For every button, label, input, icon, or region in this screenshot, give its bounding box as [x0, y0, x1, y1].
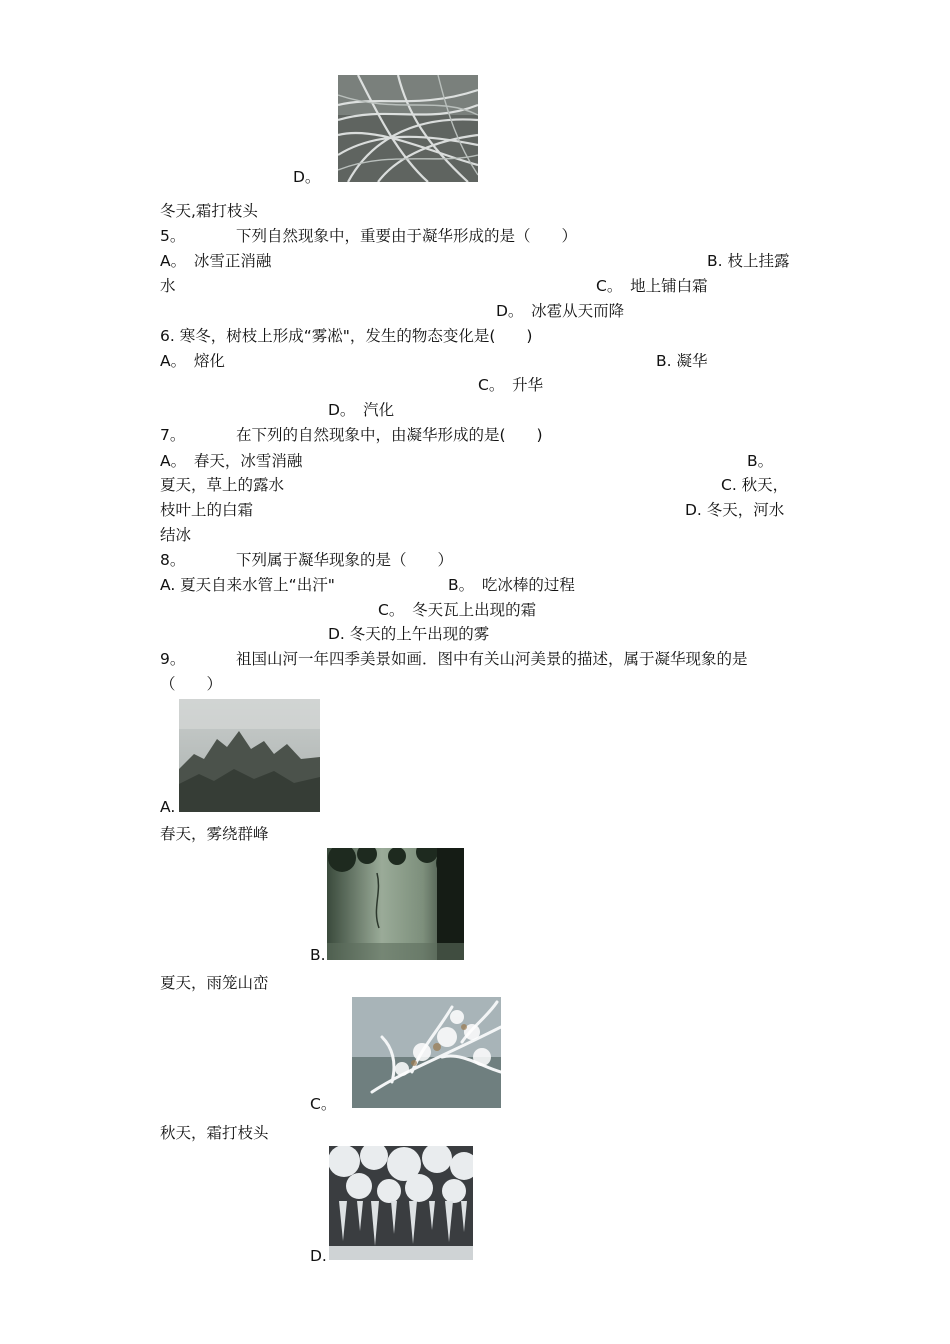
q6-option-b: B. 凝华	[656, 352, 708, 370]
q7-option-c-text: 枝叶上的白霜	[160, 501, 254, 519]
q4-option-d-caption: 冬天,霜打枝头	[160, 202, 258, 220]
q9-option-a-label: A.	[160, 798, 176, 816]
q8-option-a: A. 夏天自来水管上“出汗"	[160, 576, 335, 594]
q7-option-b-text: 夏天，草上的露水	[160, 476, 285, 494]
q7-option-d-text: 结冰	[160, 526, 192, 544]
q6-option-c: C。 升华	[478, 376, 544, 394]
q9-option-a-caption: 春天，雾绕群峰	[160, 825, 269, 843]
q9-option-b-caption: 夏天，雨笼山峦	[160, 974, 269, 992]
q8-option-d: D. 冬天的上午出现的雾	[328, 625, 490, 643]
q5-option-a: A。 冰雪正消融	[160, 252, 272, 270]
q8-number: 8。	[160, 551, 186, 569]
q9-option-b-label: B.	[310, 946, 326, 964]
q9-number: 9。	[160, 650, 186, 668]
q8-stem: 下列属于凝华现象的是（ ）	[236, 551, 454, 569]
q6-option-a: A。 熔化	[160, 352, 225, 370]
q9-stem: 祖国山河一年四季美景如画．图中有关山河美景的描述，属于凝华现象的是	[236, 650, 748, 668]
q7-stem: 在下列的自然现象中，由凝华形成的是( )	[236, 426, 543, 444]
frost-grass-photo	[338, 75, 478, 182]
q6-option-d: D。 汽化	[328, 401, 395, 419]
frost-branches-photo	[352, 997, 501, 1108]
q6-stem: 6. 寒冬，树枝上形成“雾凇"，发生的物态变化是( )	[160, 327, 533, 345]
q5-option-b: B. 枝上挂露	[707, 252, 790, 270]
q8-option-c: C。 冬天瓦上出现的霜	[378, 601, 537, 619]
q5-option-c: C。 地上铺白霜	[596, 277, 708, 295]
q7-option-a: A。 春天，冰雪消融	[160, 452, 303, 470]
rain-forest-photo	[327, 848, 464, 960]
misty-mountains-photo	[179, 699, 320, 812]
q7-option-b-label: B。	[747, 452, 774, 470]
q7-option-d-label: D. 冬天，河水	[685, 501, 785, 519]
q9-stem-wrap: （ ）	[160, 675, 223, 693]
q8-option-b: B。 吃冰棒的过程	[448, 576, 575, 594]
q5-option-b-wrap: 水	[160, 277, 176, 295]
q9-option-c-label: C。	[310, 1095, 337, 1113]
q9-option-c-caption: 秋天，霜打枝头	[160, 1124, 269, 1142]
q5-stem: 下列自然现象中，重要由于凝华形成的是（ ）	[236, 227, 578, 245]
q5-option-d: D。 冰雹从天而降	[496, 302, 625, 320]
q7-option-c-label: C. 秋天，	[721, 476, 789, 494]
q9-option-d-label: D.	[310, 1247, 327, 1265]
q5-number: 5。	[160, 227, 186, 245]
q7-number: 7。	[160, 426, 186, 444]
snow-icicles-photo	[329, 1146, 473, 1260]
q4-option-d-label: D。	[293, 168, 321, 186]
